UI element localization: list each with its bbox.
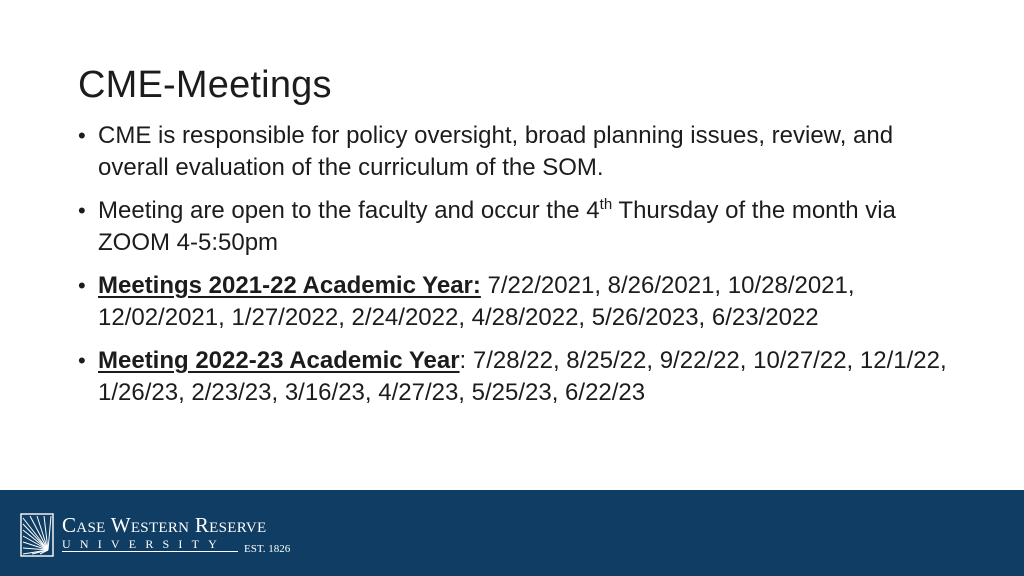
bullet-text-after: Thursday of the month via ZOOM 4-5:50pm bbox=[98, 197, 896, 256]
sunburst-logo-icon bbox=[20, 512, 56, 558]
bullet-heading: Meeting 2022-23 Academic Year bbox=[98, 347, 460, 374]
bullet-meetings-2022-23 bbox=[78, 345, 958, 409]
bullet-text: CME is responsible for policy oversight, broad planning issues, review, and overall evaluation of the curriculum of the SOM. bbox=[98, 122, 894, 181]
slide-title: CME-Meetings bbox=[78, 64, 332, 106]
logo-established: EST. 1826 bbox=[244, 543, 291, 555]
footer-band bbox=[0, 490, 1024, 576]
bullet-meetings-2021-22 bbox=[78, 270, 958, 334]
logo-university: UNIVERSITY bbox=[62, 537, 226, 551]
bullet-dates: 7/22/2021, 8/26/2021, 10/28/2021, 12/02/2021, 1/27/2022, 2/24/2022, 4/28/2022, 5/26/2023, 6/23/2022 bbox=[98, 272, 855, 331]
bullet-text-before: Meeting are open to the faculty and occur the 4 bbox=[98, 197, 600, 224]
bullet-meeting-schedule bbox=[78, 195, 958, 259]
bullet-heading: Meetings 2021-22 Academic Year: bbox=[98, 272, 481, 299]
bullet-dates: : 7/28/22, 8/25/22, 9/22/22, 10/27/22, 12/1/22, 1/26/23, 2/23/23, 3/16/23, 4/27/23, 5/25/23, 6/22/23 bbox=[98, 347, 947, 406]
ordinal-superscript: th bbox=[599, 196, 613, 213]
bullet-list bbox=[78, 120, 958, 420]
bullet-responsibility bbox=[78, 120, 958, 184]
logo-name: Case Western Reserve bbox=[62, 513, 267, 537]
logo-divider bbox=[62, 551, 238, 552]
university-logo bbox=[20, 512, 290, 560]
